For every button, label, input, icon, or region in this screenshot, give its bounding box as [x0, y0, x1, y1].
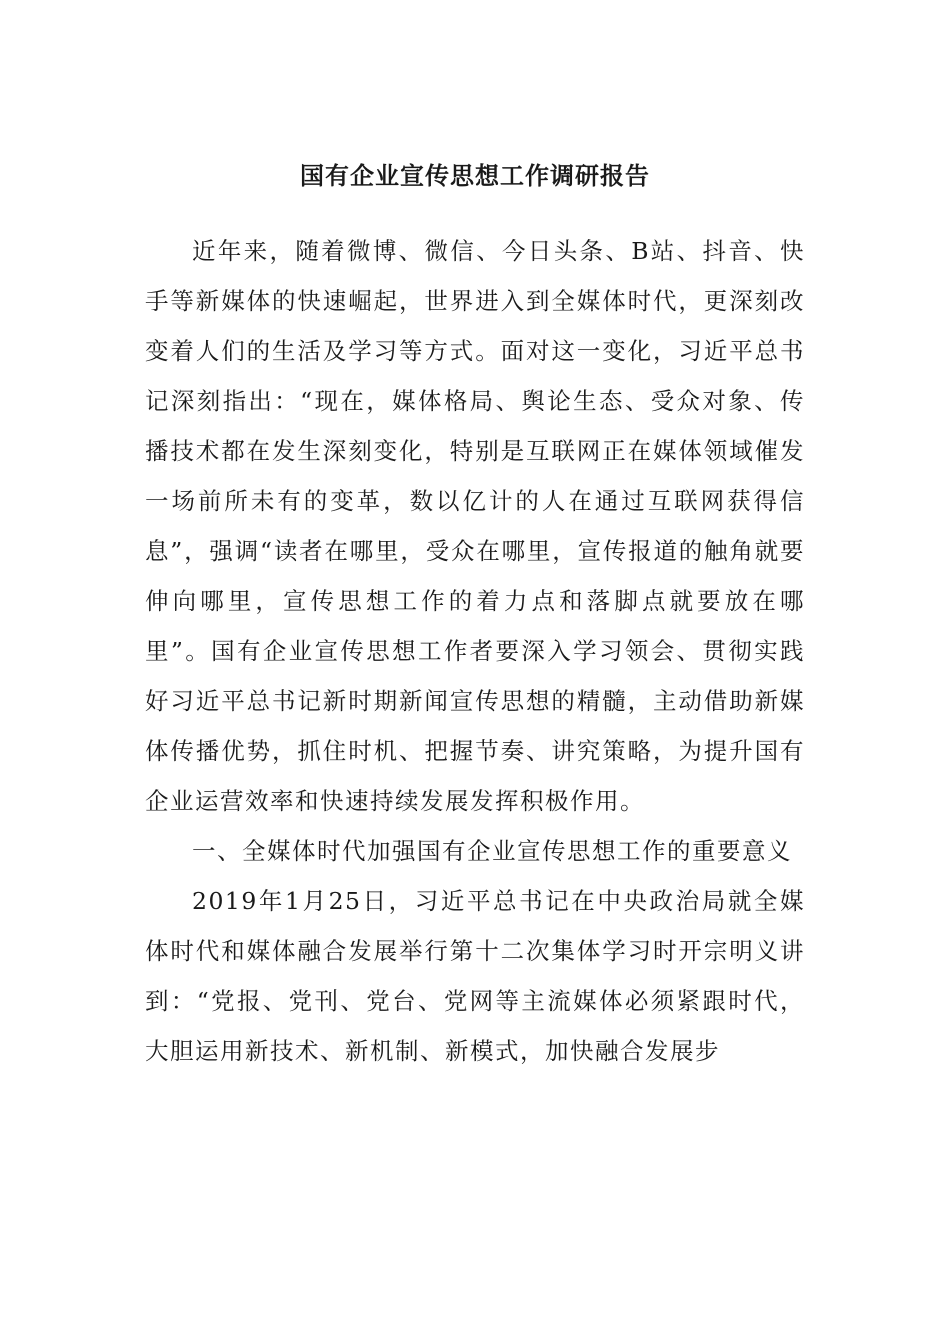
intro-paragraph: 近年来，随着微博、微信、今日头条、B站、抖音、快手等新媒体的快速崛起，世界进入到全媒体时代，更深刻改变着人们的生活及学习等方式。面对这一变化，习近平总书记深刻指出：“现在，媒体格局、舆论生态、受众对象、传播技术都在发生深刻变化，特别是互联网正在媒体领域催发一场前所未有的变革，数以亿计的人在通过互联网获得信息”，强调“读者在哪里，受众在哪里，宣传报道的触角就要伸向哪里，宣传思想工作的着力点和落脚点就要放在哪里”。国有企业宣传思想工作者要深入学习领会、贯彻实践好习近平总书记新时期新闻宣传思想的精髓，主动借助新媒体传播优势，抓住时机、把握节奏、讲究策略，为提升国有企业运营效率和快速持续发展发挥积极作用。 — [145, 237, 805, 815]
document-title: 国有企业宣传思想工作调研报告 — [300, 161, 650, 190]
section-heading: 一、全媒体时代加强国有企业宣传思想工作的重要意义 — [192, 837, 792, 865]
section-paragraph: 2019年1月25日，习近平总书记在中央政治局就全媒体时代和媒体融合发展举行第十二次集体学习时开宗明义讲到：“党报、党刊、党台、党网等主流媒体必须紧跟时代，大胆运用新技术、新机制、新模式，加快融合发展步 — [145, 887, 805, 1065]
document-body — [145, 226, 805, 1076]
